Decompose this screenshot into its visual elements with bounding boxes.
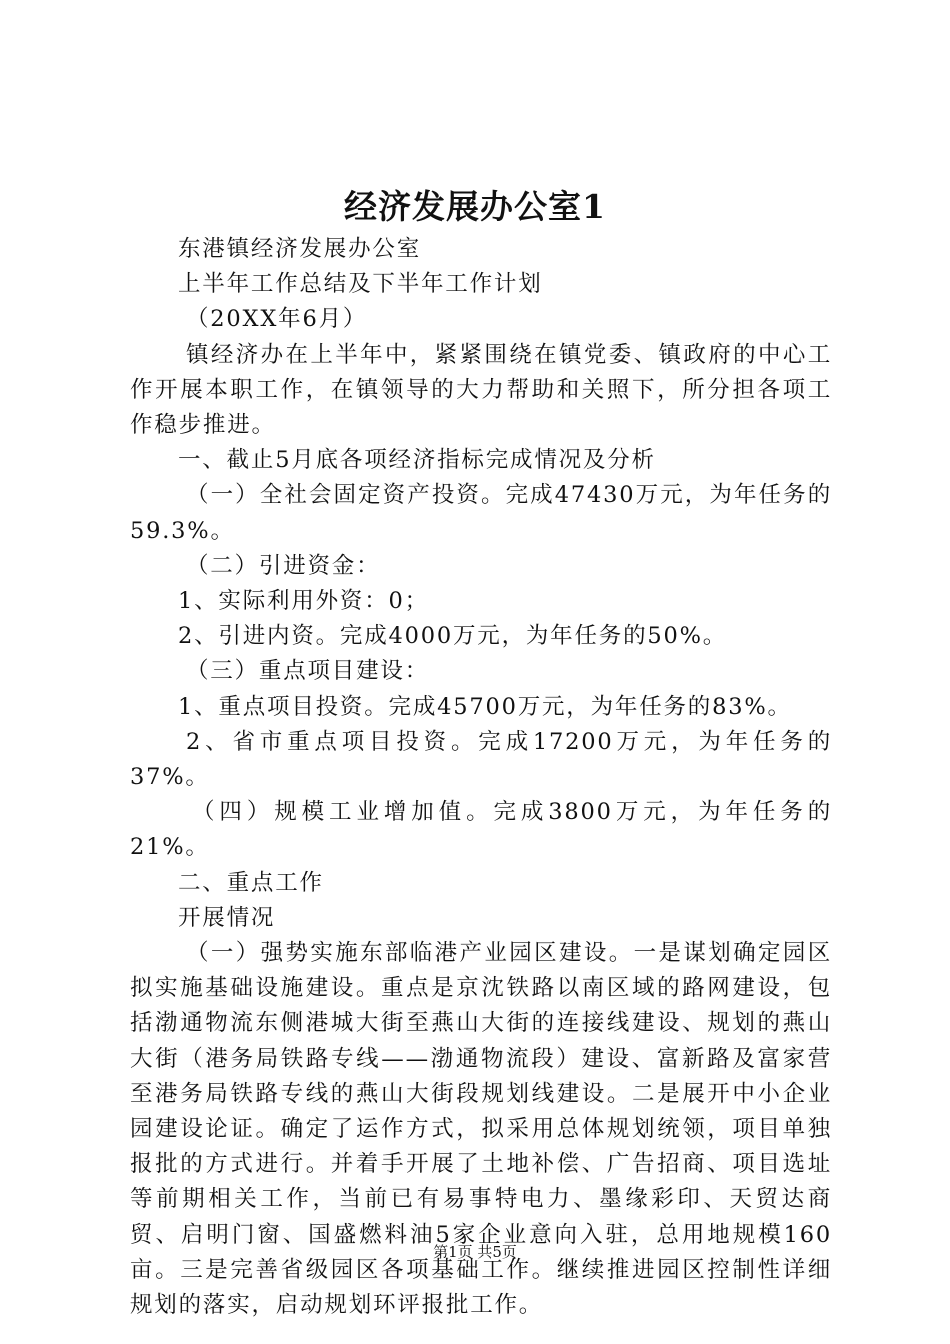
paragraph-office-name: 东港镇经济发展办公室 xyxy=(178,236,422,262)
heading-key-projects: （三）重点项目建设： xyxy=(186,658,430,685)
heading-section-1: 一、截止5月底各项经济指标完成情况及分析 xyxy=(178,447,656,474)
paragraph-date: （20XX年6月） xyxy=(186,306,368,333)
paragraph-foreign-capital: 1、实际利用外资：0； xyxy=(178,588,429,615)
heading-progress: 开展情况 xyxy=(178,904,276,931)
paragraph-provincial-project-investment: 2、省市重点项目投资。完成17200万元，为年任务的37%。 xyxy=(130,728,832,791)
paragraph-industrial-park: （一）强势实施东部临港产业园区建设。一是谋划确定园区拟实施基础设施建设。重点是京沈铁路以南区域的路网建设，包括渤通物流东侧港城大街至燕山大街的连接线建设、规划的燕山大街（港务局铁路专线——渤通物流段）建设、富新路及富家营至港务局铁路专线的燕山大街段规划线建设。二是展开中小企业园建设论证。确定了运作方式，拟采用总体规划统领，项目单独报批的方式进行。并着手开展了土地补偿、广告招商、项目选址等前期相关工作，当前已有易事特电力、墨缘彩印、天贸达商贸、启明门窗、国盛燃料油5家企业意向入驻，总用地规模160亩。三是完善省级园区各项基础工作。继续推进园区控制性详细规划的落实，启动规划环评报批工作。 xyxy=(130,940,832,1319)
document-body xyxy=(130,232,832,1323)
paragraph-key-project-investment: 1、重点项目投资。完成45700万元，为年任务的83%。 xyxy=(178,693,792,720)
heading-section-2: 二、重点工作 xyxy=(178,869,324,896)
paragraph-domestic-capital: 2、引进内资。完成4000万元，为年任务的50%。 xyxy=(178,623,728,650)
paragraph-report-subtitle: 上半年工作总结及下半年工作计划 xyxy=(178,271,543,298)
heading-capital-introduction: （二）引进资金： xyxy=(186,552,381,579)
paragraph-intro: 镇经济办在上半年中，紧紧围绕在镇党委、镇政府的中心工作开展本职工作，在镇领导的大力帮助和关照下，所分担各项工作稳步推进。 xyxy=(130,341,832,439)
paragraph-industrial-value-added: （四）规模工业增加值。完成3800万元，为年任务的21%。 xyxy=(130,799,832,861)
document-title: 经济发展办公室1 xyxy=(344,187,606,226)
page-footer: 第1页 共5页 xyxy=(433,1243,517,1261)
paragraph-fixed-asset-investment: （一）全社会固定资产投资。完成47430万元，为年任务的59.3%。 xyxy=(130,482,832,544)
